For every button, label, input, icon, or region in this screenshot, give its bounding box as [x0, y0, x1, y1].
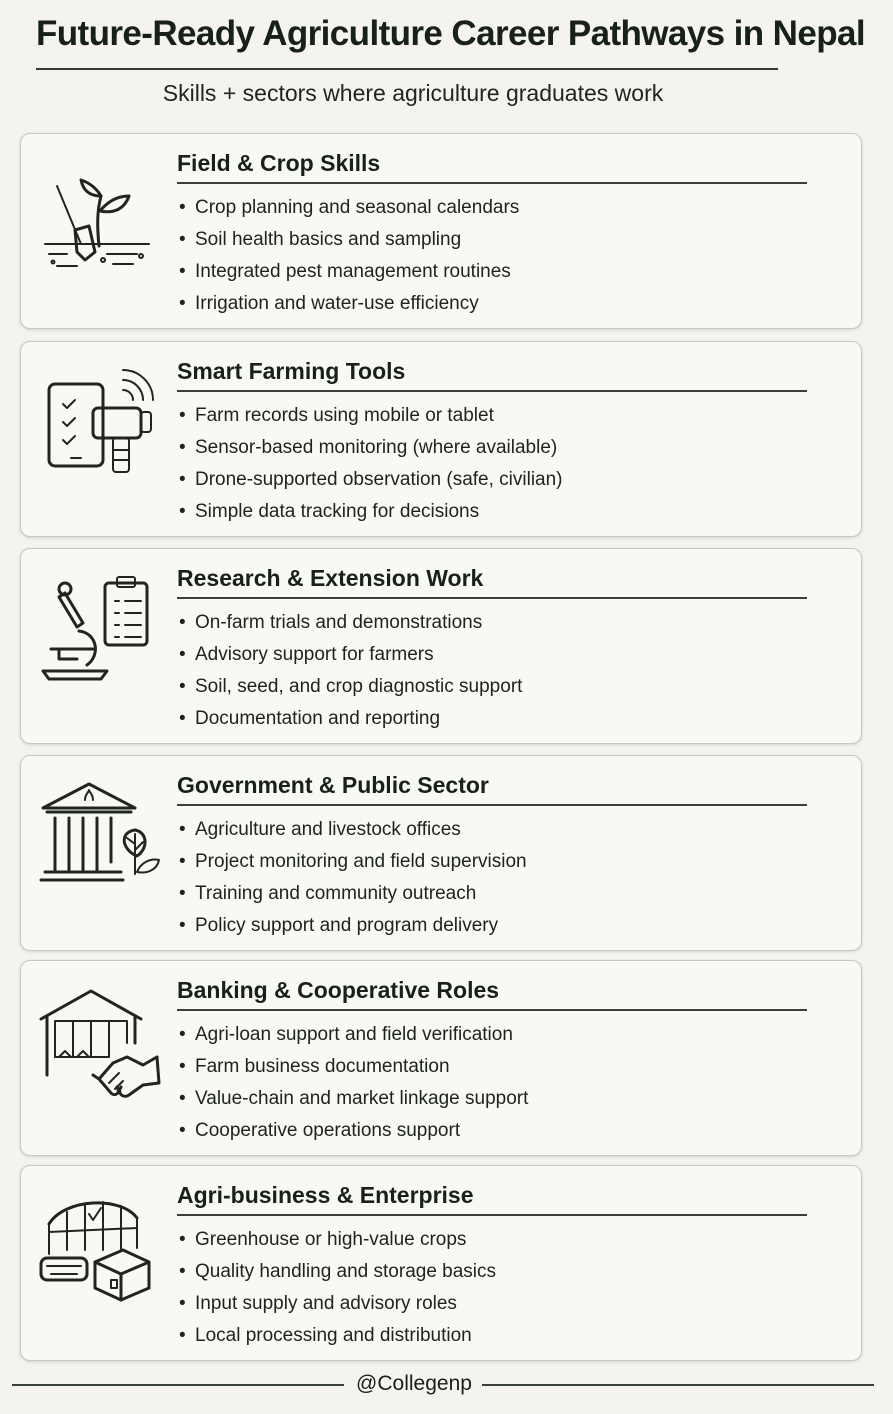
government-building-icon [37, 778, 167, 898]
bullet-list [177, 192, 519, 320]
card-title: Government & Public Sector [177, 772, 489, 798]
card-divider [177, 182, 807, 184]
list-item: • Local processing and distribution [177, 1320, 496, 1352]
list-item: • Crop planning and seasonal calendars [177, 192, 519, 224]
list-item: • Quality handling and storage basics [177, 1256, 496, 1288]
list-item: • Documentation and reporting [177, 703, 522, 735]
list-item: • Irrigation and water-use efficiency [177, 288, 519, 320]
footer-handle: @Collegenp [356, 1372, 472, 1395]
bullet-list [177, 1019, 528, 1147]
list-item: • Greenhouse or high-value crops [177, 1224, 496, 1256]
title-divider [36, 68, 778, 70]
list-item: • Simple data tracking for decisions [177, 496, 563, 528]
greenhouse-box-icon [37, 1188, 167, 1308]
card-divider [177, 1214, 807, 1216]
list-item: • Project monitoring and field supervision [177, 846, 527, 878]
card-divider [177, 390, 807, 392]
footer-divider-right [482, 1384, 874, 1386]
list-item: • Drone-supported observation (safe, civilian) [177, 464, 563, 496]
list-item: • Farm business documentation [177, 1051, 528, 1083]
bullet-list [177, 607, 522, 735]
card-title: Agri-business & Enterprise [177, 1182, 474, 1208]
card-divider [177, 597, 807, 599]
card-agri-business-enterprise [20, 1165, 862, 1361]
card-title: Field & Crop Skills [177, 150, 381, 176]
bullet-list [177, 400, 563, 528]
bullet-list [177, 1224, 496, 1352]
list-item: • Advisory support for farmers [177, 639, 522, 671]
list-item: • Policy support and program delivery [177, 910, 527, 942]
tablet-drone-icon [37, 364, 167, 484]
microscope-clipboard-icon [37, 571, 167, 691]
list-item: • Value-chain and market linkage support [177, 1083, 528, 1115]
list-item: • Soil health basics and sampling [177, 224, 519, 256]
list-item: • On-farm trials and demonstrations [177, 607, 522, 639]
card-title: Research & Extension Work [177, 565, 484, 591]
list-item: • Integrated pest management routines [177, 256, 519, 288]
list-item: • Agriculture and livestock offices [177, 814, 527, 846]
card-banking-cooperative-roles [20, 960, 862, 1156]
card-divider [177, 1009, 807, 1011]
list-item: • Farm records using mobile or tablet [177, 400, 563, 432]
card-title: Banking & Cooperative Roles [177, 977, 500, 1003]
plant-spade-icon [37, 156, 167, 276]
warehouse-handshake-icon [37, 983, 167, 1103]
list-item: • Agri-loan support and field verification [177, 1019, 528, 1051]
page-subtitle: Skills + sectors where agriculture graduates work [162, 80, 664, 106]
list-item: • Soil, seed, and crop diagnostic support [177, 671, 522, 703]
card-government-public-sector [20, 755, 862, 951]
list-item: • Cooperative operations support [177, 1115, 528, 1147]
list-item: • Training and community outreach [177, 878, 527, 910]
card-field-crop-skills [20, 133, 862, 329]
card-title: Smart Farming Tools [177, 358, 406, 384]
card-divider [177, 804, 807, 806]
bullet-list [177, 814, 527, 942]
list-item: • Input supply and advisory roles [177, 1288, 496, 1320]
card-research-extension-work [20, 548, 862, 744]
list-item: • Sensor-based monitoring (where available) [177, 432, 563, 464]
page-title: Future-Ready Agriculture Career Pathways in Nepal [36, 14, 865, 53]
card-smart-farming-tools [20, 341, 862, 537]
